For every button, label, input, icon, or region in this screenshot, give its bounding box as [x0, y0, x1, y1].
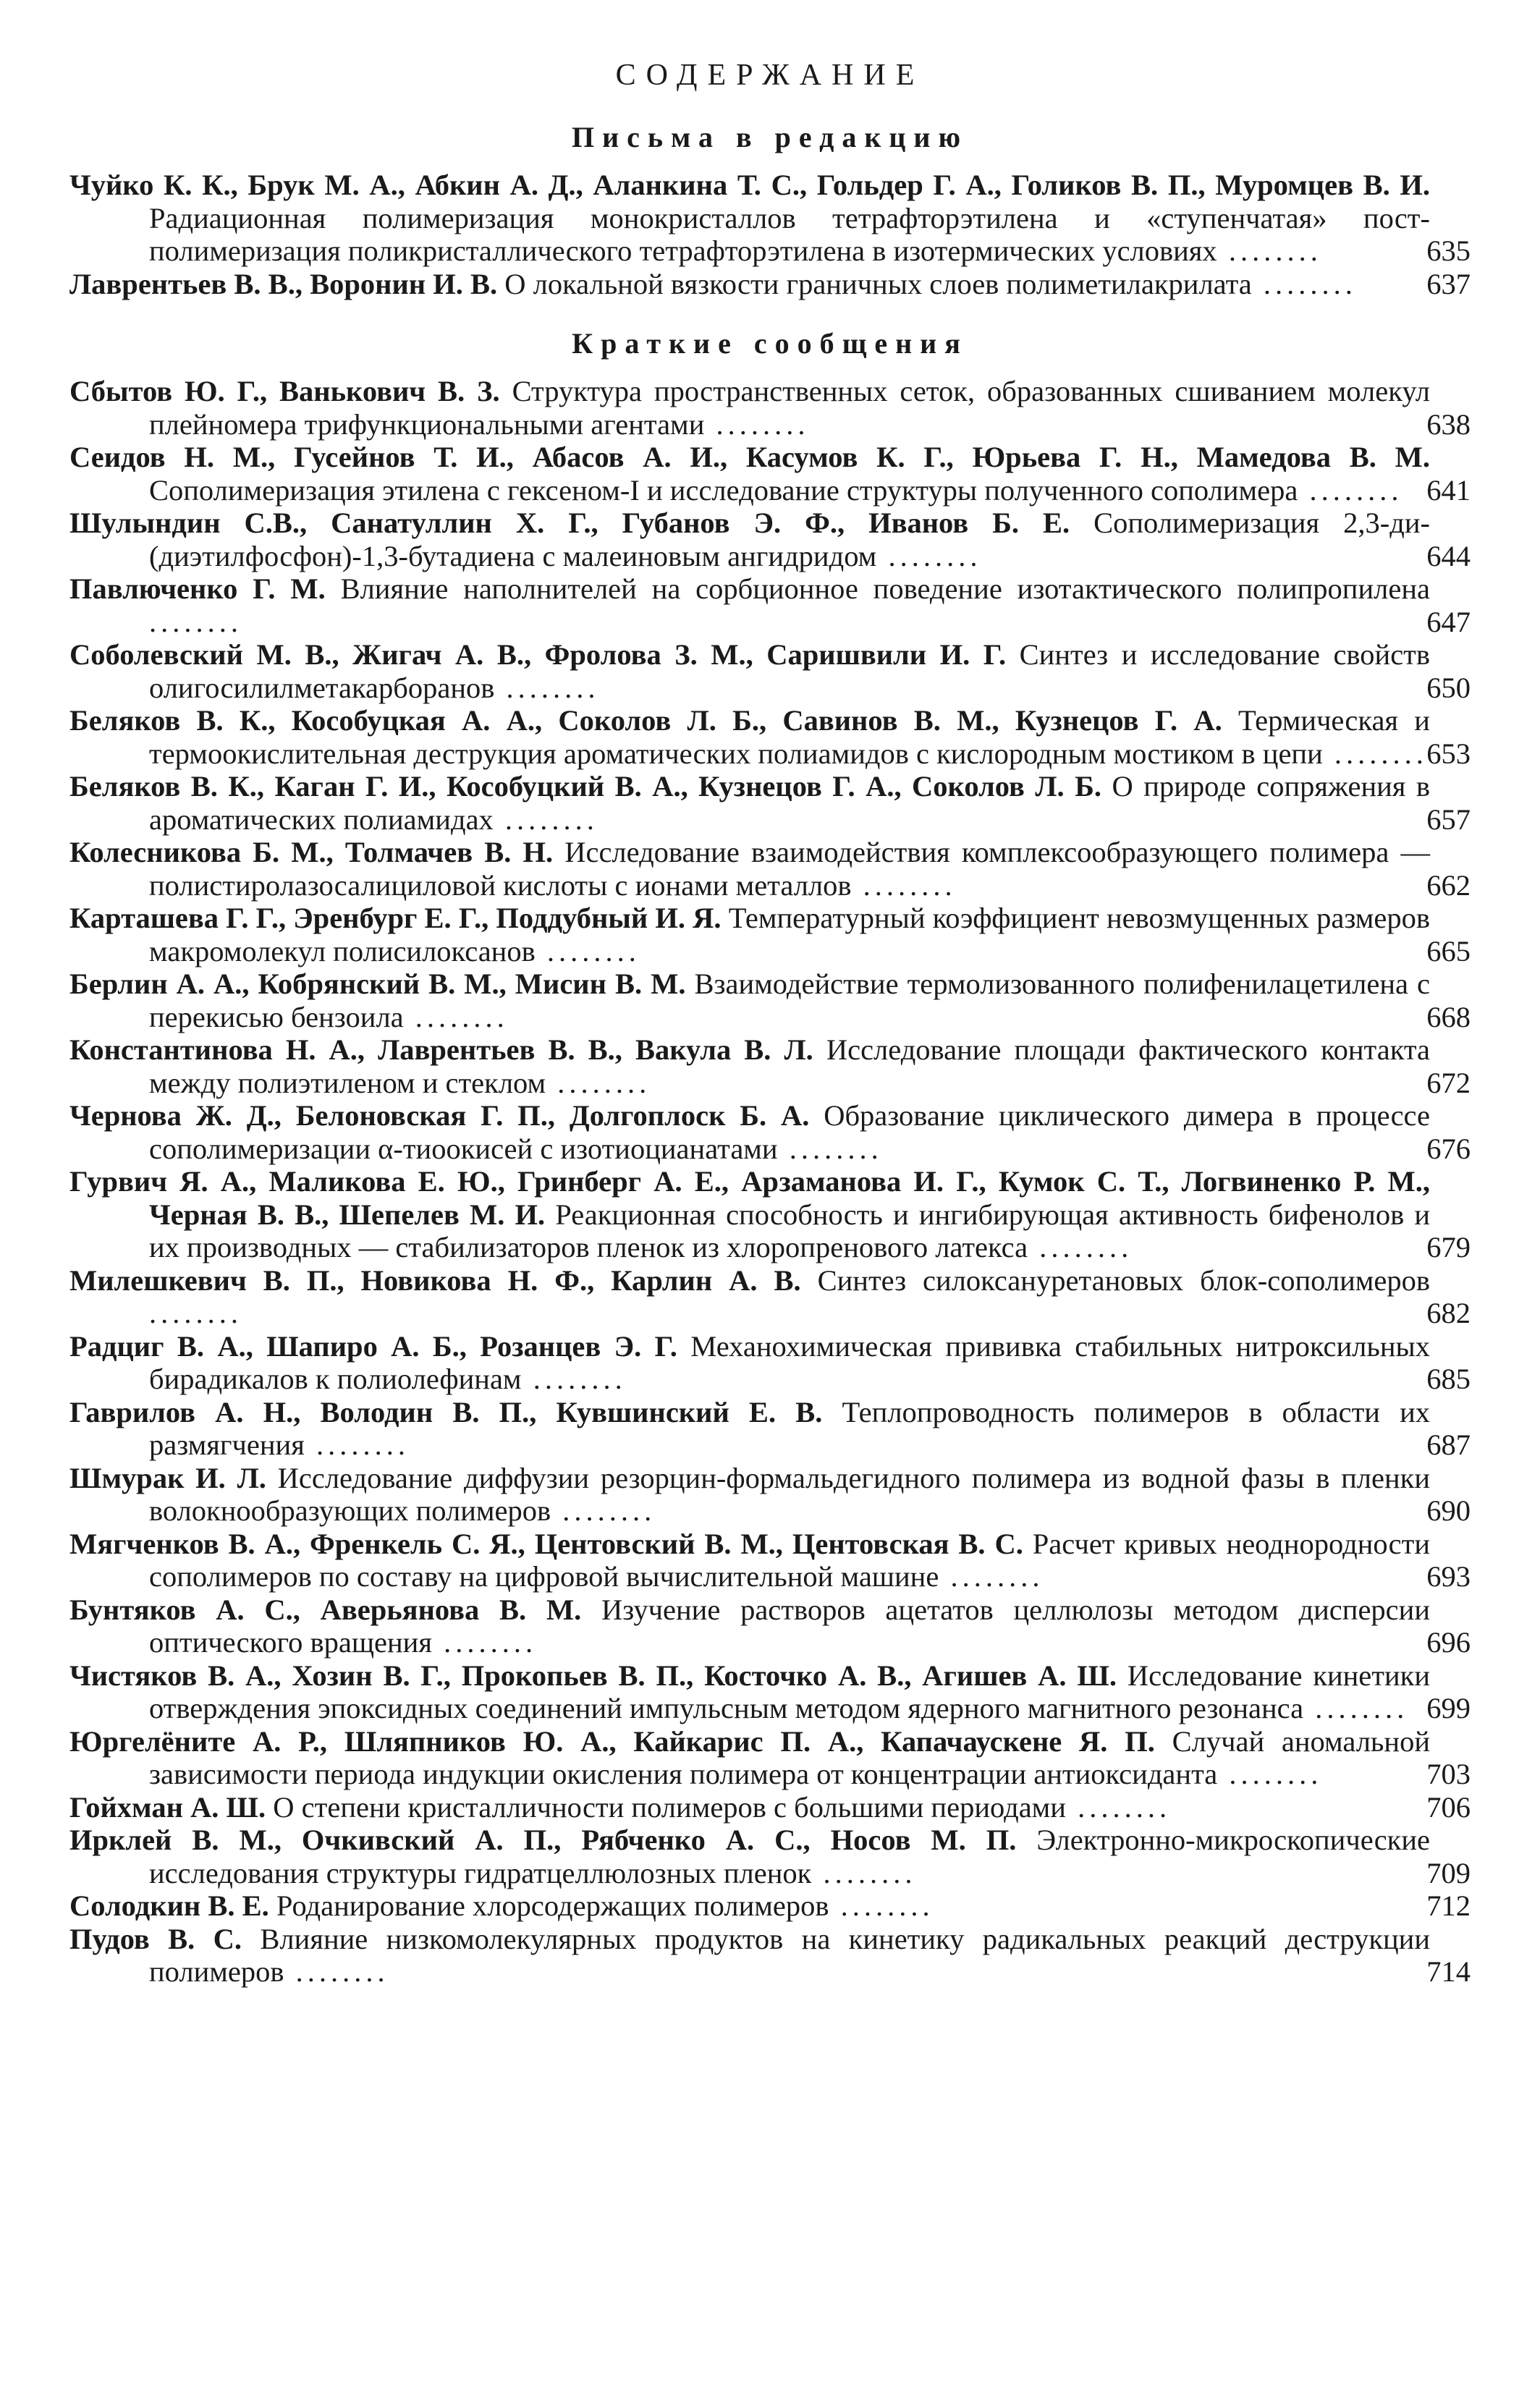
leader-dots: ........ [876, 539, 982, 572]
entry-title: Синтез силоксануретановых блок-сополимеров [817, 1263, 1431, 1297]
leader-dots: ........ [431, 1626, 538, 1659]
toc-entry [69, 268, 1471, 301]
entry-text [69, 704, 1430, 770]
entry-text [69, 441, 1430, 507]
entry-title: Радиационная полимеризация монокристаллов тетрафторэтилена и «ступенчатая» пост-полимеризация поликристаллического тетрафторэтилена в изотермических условиях [149, 201, 1430, 267]
entry-text [69, 1824, 1430, 1889]
entry-title: Реакционная способность и ингибирующая активность бифенолов и их производных — стабилизаторов пленок из хлоропренового латекса [149, 1198, 1431, 1263]
entry-title: О локальной вязкости граничных слоев полиметилакрилата [504, 267, 1252, 300]
toc-entry [69, 1593, 1471, 1659]
leader-dots: ........ [149, 1297, 242, 1329]
toc-entry [69, 1725, 1471, 1791]
leader-dots: ........ [494, 671, 600, 704]
leader-dots: ........ [284, 1955, 389, 1988]
entry-authors: Чернова Ж. Д., Белоновская Г. П., Долгоплоск Б. А. [69, 1099, 810, 1132]
toc-entry [69, 1791, 1471, 1824]
entry-title: Случай аномальной зависимости периода индукции окисления полимера от концентрации антиоксиданта [149, 1724, 1430, 1790]
entry-authors: Мягченков В. А., Френкель С. Я., Центовский В. М., Центовская В. С. [69, 1527, 1023, 1560]
toc-entry [69, 1033, 1471, 1099]
toc-entry [69, 1264, 1471, 1330]
toc-entry [69, 1330, 1471, 1396]
toc-entry [69, 1396, 1471, 1462]
entry-text [69, 1396, 1430, 1462]
leader-dots: ........ [811, 1856, 917, 1889]
entry-page-number: 714 [1426, 1955, 1471, 1988]
entry-title: Исследование кинетики отверждения эпоксидных соединений импульсным методом ядерного магнитного резонанса [149, 1659, 1431, 1724]
entry-title: Термическая и термоокислительная деструкция ароматических полиамидов с кислородным мостиком в цепи [149, 704, 1430, 770]
entry-title: Расчет кривых неоднородности сополимеров по составу на цифровой вычислительной машине [149, 1527, 1431, 1593]
toc-entry [69, 770, 1471, 836]
entry-text [69, 770, 1430, 836]
leader-dots: ........ [704, 407, 810, 441]
entry-text [69, 1923, 1430, 1989]
leader-dots: ........ [403, 1000, 509, 1033]
entry-text [69, 268, 1430, 301]
entry-text [69, 507, 1430, 572]
entry-authors: Карташева Г. Г., Эренбург Е. Г., Поддубный И. Я. [69, 902, 722, 934]
entry-text [69, 1725, 1430, 1791]
entry-page-number: 635 [1426, 234, 1471, 267]
contents-section [69, 120, 1471, 300]
entry-authors: Колесникова Б. М., Толмачев В. Н. [69, 836, 554, 868]
entry-authors: Пудов В. С. [69, 1922, 242, 1955]
toc-entry [69, 1528, 1471, 1593]
toc-entry [69, 902, 1471, 968]
section-title: Письма в редакцию [571, 121, 969, 153]
entry-authors: Берлин А. А., Кобрянский В. М., Мисин В. М. [69, 968, 686, 1000]
entry-authors: Сбытов Ю. Г., Ванькович В. З. [69, 375, 500, 407]
entry-text [69, 968, 1430, 1033]
entry-page-number: 712 [1426, 1889, 1471, 1922]
entry-text [69, 572, 1430, 638]
toc-entry [69, 1923, 1471, 1989]
entry-page-number: 685 [1426, 1363, 1471, 1395]
leader-dots: ........ [1217, 234, 1322, 267]
leader-dots: ........ [304, 1428, 410, 1461]
entry-authors: Гойхман А. Ш. [69, 1790, 266, 1824]
entry-authors: Шмурак И. Л. [69, 1461, 266, 1494]
leader-dots: ........ [493, 803, 598, 836]
entry-authors: Чистяков В. А., Хозин В. Г., Прокопьев В. П., Косточко А. В., Агишев А. Ш. [69, 1659, 1117, 1692]
leader-dots: ........ [851, 868, 957, 902]
entry-title: Теплопроводность полимеров в области их размягчения [149, 1395, 1430, 1461]
toc-entry [69, 441, 1471, 507]
entry-title: Влияние низкомолекулярных продуктов на кинетику радикальных реакций деструкции полимеров [149, 1922, 1431, 1988]
leader-dots: ........ [1251, 267, 1357, 300]
entry-page-number: 668 [1426, 1000, 1471, 1033]
entry-text [69, 169, 1430, 268]
entry-authors: Гурвич Я. А., Маликова Е. Ю., Гринберг А. Е., Арзаманова И. Г., Кумок С. Т., Логвиненко Р. М., Черная В. В., Шепелев М. И. [69, 1165, 1430, 1231]
entry-page-number: 653 [1426, 737, 1471, 770]
toc-entry [69, 638, 1471, 704]
entry-page-number: 662 [1426, 868, 1471, 902]
entry-text [69, 1165, 1430, 1264]
entry-text [69, 375, 1430, 441]
entry-authors: Милешкевич В. П., Новикова Н. Ф., Карлин А. В. [69, 1263, 801, 1297]
entry-authors: Беляков В. К., Кособуцкая А. А., Соколов Л. Б., Савинов В. М., Кузнецов Г. А. [69, 704, 1222, 737]
leader-dots: ........ [1217, 1758, 1323, 1790]
entry-authors: Бунтяков А. С., Аверьянова В. М. [69, 1593, 582, 1626]
leader-dots: ........ [1298, 473, 1403, 507]
entry-title: Взаимодействие термолизованного полифенилацетилена с перекисью бензоила [149, 968, 1430, 1033]
toc-entry [69, 1099, 1471, 1165]
leader-dots: ........ [535, 934, 640, 968]
entry-page-number: 637 [1426, 267, 1471, 300]
contents-page [69, 43, 1471, 1989]
entry-text [69, 1659, 1430, 1725]
entry-title: Исследование диффузии резорцин-формальдегидного полимера из водной фазы в пленки волокнообразующих полимеров [149, 1461, 1430, 1527]
entry-authors: Лаврентьев В. В., Воронин И. В. [69, 267, 498, 300]
entry-text [69, 1264, 1430, 1330]
entry-authors: Соболевский М. В., Жигач А. В., Фролова З. М., Саришвили И. Г. [69, 638, 1007, 671]
entry-text [69, 902, 1430, 968]
document-title: СОДЕРЖАНИЕ [615, 59, 925, 92]
entry-page-number: 709 [1426, 1856, 1471, 1889]
entry-page-number: 679 [1426, 1231, 1471, 1263]
entry-text [69, 1330, 1430, 1396]
toc-entry [69, 1462, 1471, 1528]
entry-page-number: 690 [1426, 1494, 1471, 1527]
entry-title: Образование циклического димера в процессе сополимеризации α-тиоокисей с изотиоцианатами [149, 1099, 1430, 1165]
entry-page-number: 672 [1426, 1066, 1471, 1099]
entry-title: Структура пространственных сеток, образованных сшиванием молекул плейномера трифункциональными агентами [149, 375, 1430, 441]
toc-entry [69, 968, 1471, 1033]
entry-authors: Беляков В. К., Каган Г. И., Кособуцкий В. А., Кузнецов Г. А., Соколов Л. Б. [69, 770, 1102, 803]
entry-authors: Шулындин С.В., Санатуллин Х. Г., Губанов Э. Ф., Иванов Б. Е. [69, 507, 1070, 539]
toc-entry [69, 1165, 1471, 1264]
entry-page-number: 693 [1426, 1560, 1471, 1593]
leader-dots: ........ [939, 1560, 1044, 1593]
leader-dots: ........ [829, 1889, 934, 1922]
toc-entry [69, 572, 1471, 638]
entry-page-number: 657 [1426, 803, 1471, 836]
entry-page-number: 644 [1426, 539, 1471, 572]
toc-entry [69, 704, 1471, 770]
entry-page-number: 699 [1426, 1692, 1471, 1724]
leader-dots: ........ [777, 1132, 883, 1165]
toc-entry [69, 1889, 1471, 1923]
entry-text [69, 1889, 1430, 1923]
entry-authors: Солодкин В. Е. [69, 1889, 269, 1922]
entry-page-number: 696 [1426, 1626, 1471, 1659]
entry-authors: Юргелёните А. Р., Шляпников Ю. А., Кайкарис П. А., Капачаускене Я. П. [69, 1724, 1155, 1758]
toc-entry [69, 1824, 1471, 1889]
entry-text [69, 1033, 1430, 1099]
leader-dots: ........ [521, 1363, 627, 1395]
section-title: Краткие сообщения [572, 327, 968, 360]
contents-section [69, 326, 1471, 1989]
leader-dots: ........ [551, 1494, 656, 1527]
entry-title: Электронно-микроскопические исследования структуры гидратцеллюлозных пленок [149, 1824, 1431, 1889]
entry-title: Исследование площади фактического контакта между полиэтиленом и стеклом [149, 1033, 1431, 1099]
entry-title: О степени кристалличности полимеров с большими периодами [273, 1790, 1066, 1824]
entry-page-number: 687 [1426, 1428, 1471, 1461]
entry-title: Синтез и исследование свойств олигосилилметакарборанов [149, 638, 1430, 704]
entry-title: Исследование взаимодействия комплексообразующего полимера — полистиролазосалициловой кислоты с ионами металлов [149, 836, 1430, 902]
leader-dots: ........ [1322, 737, 1428, 770]
entry-text [69, 836, 1430, 902]
entry-text [69, 1462, 1430, 1528]
entry-title: Изучение растворов ацетатов целлюлозы методом дисперсии оптического вращения [149, 1593, 1430, 1659]
entry-authors: Гаврилов А. Н., Володин В. П., Кувшинский Е. В. [69, 1395, 823, 1428]
entry-page-number: 638 [1426, 407, 1471, 441]
toc-entry [69, 507, 1471, 572]
toc-entry [69, 375, 1471, 441]
entry-title: Механохимическая прививка стабильных нитроксильных бирадикалов к полиолефинам [149, 1329, 1430, 1395]
entry-title: Роданирование хлорсодержащих полимеров [276, 1889, 829, 1922]
contents-sections [69, 120, 1471, 1989]
entry-page-number: 665 [1426, 934, 1471, 968]
entry-page-number: 706 [1426, 1790, 1471, 1824]
entry-authors: Константинова Н. А., Лаврентьев В. В., Вакула В. Л. [69, 1033, 813, 1066]
entry-authors: Сеидов Н. М., Гусейнов Т. И., Абасов А. И., Касумов К. Г., Юрьева Г. Н., Мамедова В. М. [69, 441, 1430, 473]
toc-entry [69, 836, 1471, 902]
entry-page-number: 682 [1426, 1297, 1471, 1329]
entry-title: О природе сопряжения в ароматических полиамидах [149, 770, 1431, 836]
leader-dots: ........ [149, 605, 242, 638]
entry-text [69, 1528, 1430, 1593]
entry-title: Сополимеризация этилена с гексеном-I и исследование структуры полученного сополимера [149, 473, 1298, 507]
toc-entry [69, 1659, 1471, 1725]
entry-page-number: 676 [1426, 1132, 1471, 1165]
entry-page-number: 641 [1426, 473, 1471, 507]
entry-authors: Ирклей В. М., Очкивский А. П., Рябченко А. С., Носов М. П. [69, 1824, 1017, 1856]
entry-text [69, 1099, 1430, 1165]
entry-title: Влияние наполнителей на сорбционное поведение изотактического полипропилена [340, 572, 1430, 605]
entry-text [69, 638, 1430, 704]
entry-page-number: 650 [1426, 671, 1471, 704]
entry-title: Температурный коэффициент невозмущенных размеров макромолекул полисилоксанов [149, 902, 1431, 968]
entry-title: Сополимеризация 2,3-ди-(диэтилфосфон)-1,3-бутадиена с малеиновым ангидридом [149, 507, 1430, 572]
entry-authors: Павлюченко Г. М. [69, 572, 326, 605]
entry-text [69, 1791, 1430, 1824]
entry-page-number: 647 [1426, 605, 1471, 638]
leader-dots: ........ [1065, 1790, 1172, 1824]
leader-dots: ........ [546, 1066, 651, 1099]
entry-authors: Чуйко К. К., Брук М. А., Абкин А. Д., Аланкина Т. С., Гольдер Г. А., Голиков В. П., Муромцев В. И. [69, 169, 1430, 201]
toc-entry [69, 169, 1471, 268]
entry-text [69, 1593, 1430, 1659]
entry-page-number: 703 [1426, 1758, 1471, 1790]
leader-dots: ........ [1303, 1692, 1409, 1724]
entry-authors: Радциг В. А., Шапиро А. Б., Розанцев Э. Г. [69, 1329, 677, 1363]
leader-dots: ........ [1028, 1231, 1133, 1263]
